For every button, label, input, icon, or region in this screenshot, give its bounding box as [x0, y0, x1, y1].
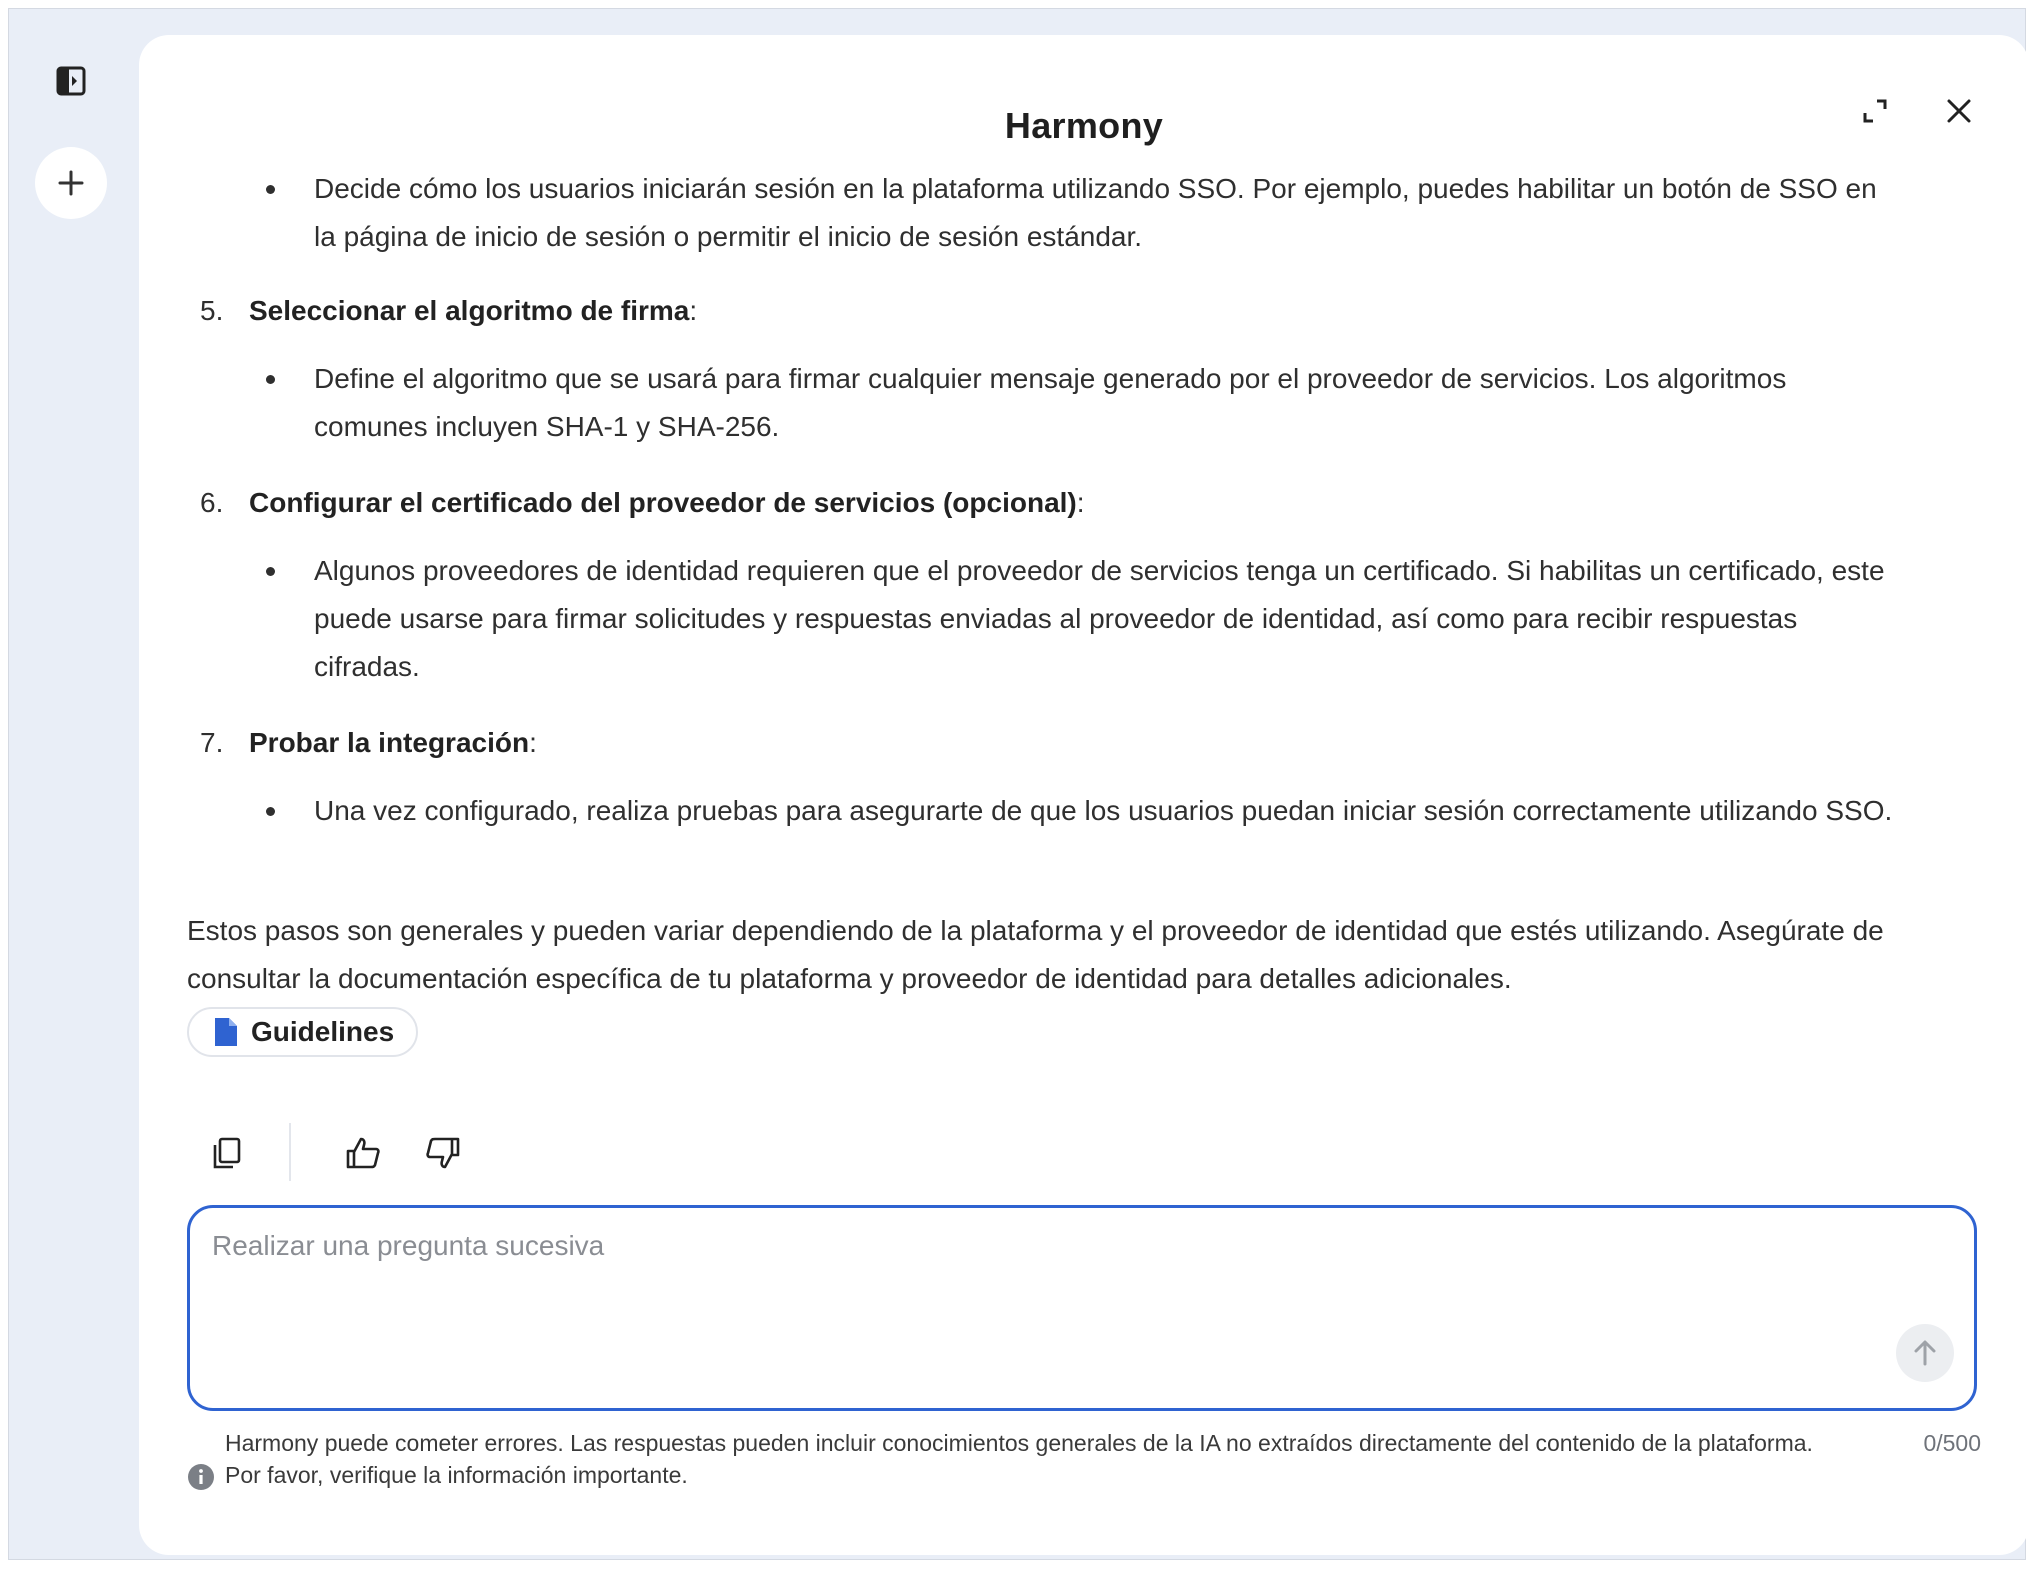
list-item-text: Algunos proveedores de identidad requieren que el proveedor de servicios tenga un certificado. Si habilitas un certificado, este puede usarse para firmar solicitudes y respuestas enviadas al proveedor de identidad, así como para recibir respuestas cifradas. — [314, 555, 1885, 682]
bullet-dot — [266, 185, 275, 194]
step-number: 5. — [200, 295, 224, 326]
step-number: 6. — [200, 487, 224, 518]
close-icon — [1944, 96, 1974, 126]
send-button[interactable] — [1896, 1324, 1954, 1382]
list-item-text: Decide cómo los usuarios iniciarán sesión en la plataforma utilizando SSO. Por ejemplo, puedes habilitar un botón de SSO en la página de inicio de sesión o permitir el inicio de sesión estándar. — [314, 173, 1877, 252]
chat-panel — [139, 35, 2029, 1555]
close-button[interactable] — [1933, 85, 1985, 137]
source-chip-label: Guidelines — [251, 1016, 395, 1047]
disclaimer-line-2: Por favor, verifique la información importante. — [225, 1462, 688, 1488]
thumbs-down-icon — [425, 1136, 461, 1170]
thumbs-up-icon — [345, 1136, 381, 1170]
list-item-text: Una vez configurado, realiza pruebas para asegurarte de que los usuarios puedan iniciar sesión correctamente utilizando SSO. — [314, 795, 1893, 826]
step-title: Probar la integración — [249, 727, 530, 758]
source-chip-guidelines[interactable] — [187, 1007, 418, 1057]
list-item-text: Define el algoritmo que se usará para firmar cualquier mensaje generado por el proveedor de servicios. Los algoritmos comunes incluyen SHA-1 y SHA-256. — [314, 363, 1787, 442]
like-button[interactable] — [335, 1125, 391, 1181]
plus-icon — [57, 169, 85, 197]
step-suffix: : — [1076, 487, 1085, 518]
app-frame — [8, 8, 2026, 1560]
bullet-dot — [266, 807, 275, 816]
info-icon — [187, 1463, 215, 1491]
new-chat-button[interactable] — [35, 147, 107, 219]
feedback-divider — [289, 1123, 291, 1181]
follow-up-input[interactable] — [210, 1228, 1914, 1382]
closing-paragraph: Estos pasos son generales y pueden variar dependiendo de la plataforma y el proveedor de identidad que estés utilizando. Asegúrate de consultar la documentación específica de tu plataforma y proveedor de identidad para detalles adicionales. — [187, 915, 1884, 994]
document-icon — [213, 1016, 239, 1048]
step-suffix: : — [689, 295, 698, 326]
expand-icon — [1860, 96, 1890, 126]
arrow-up-icon — [1910, 1338, 1940, 1368]
bullet-dot — [266, 567, 275, 576]
panel-title: Harmony — [1004, 105, 1164, 146]
sidebar-toggle-icon — [55, 65, 87, 97]
disclaimer-text — [225, 1427, 1925, 1491]
follow-up-input-box — [187, 1205, 1977, 1411]
character-counter: 0/500 — [1923, 1430, 1981, 1456]
step-title: Configurar el certificado del proveedor de servicios (opcional) — [249, 487, 1077, 518]
disclaimer-line-1: Harmony puede cometer errores. Las respuestas pueden incluir conocimientos generales de la IA no extraídos directamente del contenido de la plataforma. — [225, 1430, 1813, 1456]
dislike-button[interactable] — [415, 1125, 471, 1181]
step-title: Seleccionar el algoritmo de firma — [249, 295, 690, 326]
copy-icon — [211, 1136, 243, 1170]
bullet-dot — [266, 375, 275, 384]
step-number: 7. — [200, 727, 224, 758]
sidebar-toggle-button[interactable] — [45, 55, 97, 107]
expand-button[interactable] — [1849, 85, 1901, 137]
copy-button[interactable] — [199, 1125, 255, 1181]
step-suffix: : — [529, 727, 537, 758]
